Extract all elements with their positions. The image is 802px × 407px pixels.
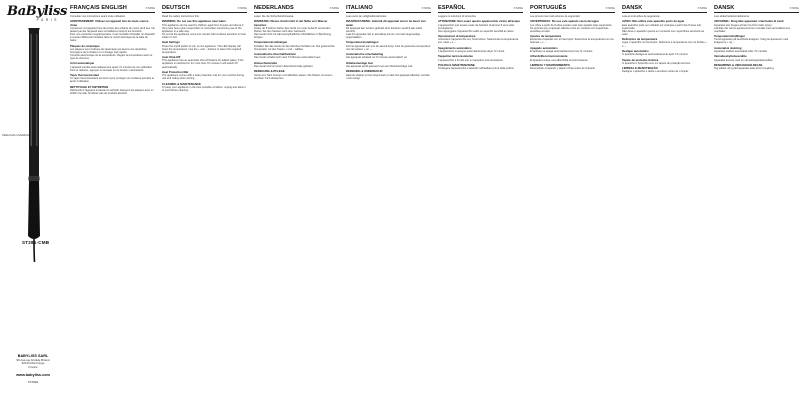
company-website[interactable]: www.babyliss.com bbox=[16, 372, 50, 377]
column-header bbox=[438, 5, 523, 13]
section-paragraph: The appliance comes with a heat protection mat for your comfort during use and safety when storing. bbox=[162, 74, 244, 81]
section-heading: Spegnimento automatico bbox=[438, 45, 472, 50]
column-title: ITALIANO bbox=[346, 5, 373, 11]
section-heading: REINIGUNG & PFLEGE bbox=[254, 69, 285, 74]
section-heading: Varmebeskyttelsesmåtte bbox=[714, 54, 747, 59]
column-code: ST281E bbox=[421, 7, 431, 11]
language-columns bbox=[66, 0, 802, 407]
instruction-section bbox=[70, 86, 155, 95]
instruction-section bbox=[714, 47, 799, 53]
instruction-section bbox=[254, 20, 339, 39]
instruction-section bbox=[622, 50, 707, 56]
section-paragraph: Ligue o aparelho no interruptor. Selecione a temperatura com os botões + e −. bbox=[622, 41, 707, 48]
section-paragraph: Não deixe o aparelho quente em contacto com superfícies sensíveis ao calor. bbox=[622, 29, 705, 36]
instruction-section bbox=[162, 20, 247, 39]
section-heading: ADVARSEL: Brug ikke apparatet i nærheden af vand bbox=[714, 19, 784, 24]
section-heading: Heat Protection Mat bbox=[162, 69, 189, 74]
instruction-section bbox=[714, 20, 799, 32]
instruction-section bbox=[438, 55, 523, 61]
section-paragraph: Tænd apparatet på tænd/sluk-knappen. Vælg temperaturen med knapperne + og −. bbox=[714, 38, 789, 45]
address-line: France bbox=[28, 365, 38, 370]
instruction-section bbox=[622, 38, 707, 47]
instruction-section bbox=[162, 56, 247, 68]
column-intro: Lea primero las instrucciones de seguridad. bbox=[530, 15, 581, 18]
column-code: ST281E bbox=[605, 7, 615, 11]
column-intro: Leggere le istruzioni di sicurezza. bbox=[438, 15, 477, 18]
instruction-section bbox=[162, 41, 247, 53]
column-title: PORTUGUÊS bbox=[530, 5, 567, 11]
instruction-section bbox=[622, 59, 707, 65]
language-column bbox=[342, 0, 434, 407]
section-paragraph: L'appareil s'arrête automatiquement après 72 minutes de non utilisation. Pour le rallumer, appuyez à nouveau sur le bouton marche/arrêt. bbox=[70, 65, 153, 72]
column-header bbox=[70, 5, 155, 13]
section-heading: NETTOYAGE ET ENTRETIEN bbox=[70, 84, 109, 89]
instruction-section bbox=[438, 64, 523, 70]
section-paragraph: Apparatet leveres med en varmebeskyttelsesmåtte. bbox=[714, 58, 774, 62]
column-intro: Leia as instruções de segurança. bbox=[622, 15, 661, 18]
model-number: ST281-CMB bbox=[22, 240, 50, 245]
section-heading: Temperatuurinstellingen bbox=[346, 40, 379, 45]
section-paragraph: Los niños a partir de 8 años pueden usar este aparato bajo supervisión. bbox=[530, 23, 613, 27]
section-paragraph: Encienda el aparato con el interruptor. Seleccione la temperatura con los botones + y −. bbox=[530, 38, 614, 45]
language-column bbox=[250, 0, 342, 407]
section-heading: Auto Shut-Off bbox=[162, 55, 181, 60]
column-code: ST281E bbox=[789, 7, 799, 11]
instruction-section bbox=[346, 20, 431, 39]
section-heading: Automatische Abschaltfunktion bbox=[254, 52, 297, 57]
section-paragraph: Zet het apparaat aan met de aan/uit-knop. Kies de gewenste temperatuur met de toetsen + en −. bbox=[346, 44, 431, 51]
section-heading: Hitzeschutzmatte bbox=[254, 60, 278, 65]
section-paragraph: Tag stikket ud og lad apparatet køle af før rengøring. bbox=[714, 67, 775, 71]
language-column bbox=[66, 0, 158, 407]
column-intro: Consultez ces instructions avant toute utilisation bbox=[70, 15, 126, 18]
section-paragraph: This appliance has an automatic shut-off feature for added safety. If the appliance is switched on for more than 72 minutes it will switch off automatically. bbox=[162, 59, 244, 69]
section-paragraph: Desligue o aparelho e deixe-o arrefecer antes de o limpar. bbox=[622, 70, 689, 74]
section-heading: WAARSCHUWING: Gebruik dit apparaat niet in de buurt van water bbox=[346, 19, 426, 27]
language-column bbox=[434, 0, 526, 407]
hair-straightener-image bbox=[15, 26, 55, 338]
language-column bbox=[526, 0, 618, 407]
column-body bbox=[70, 20, 155, 95]
instruction-section bbox=[346, 62, 431, 68]
column-header bbox=[254, 5, 339, 13]
cover-panel bbox=[0, 0, 66, 407]
section-heading: Desligar automático bbox=[622, 48, 649, 53]
section-heading: RENGØRING & VEDLIGEHOLDELSE bbox=[714, 63, 763, 68]
section-heading: Tapis thermorésistant bbox=[70, 73, 100, 78]
section-paragraph: L'apparecchio è fornito con un tappetino termoresistente. bbox=[438, 58, 504, 62]
section-heading: Impostazioni di temperatura bbox=[438, 34, 476, 39]
column-header bbox=[714, 5, 799, 13]
language-column bbox=[710, 0, 802, 407]
column-title: DANSK bbox=[714, 5, 735, 11]
instruction-section bbox=[70, 20, 155, 42]
section-paragraph: Dit apparaat kan worden gebruikt door kinderen vanaf 8 jaar onder toezicht. bbox=[346, 26, 423, 33]
section-heading: Definições de temperatura bbox=[622, 37, 658, 42]
section-paragraph: El aparato incluye una alfombrilla termorresistente. bbox=[530, 58, 589, 62]
column-code: ST281E bbox=[697, 7, 707, 11]
section-heading: Arrêt automatique bbox=[70, 61, 95, 66]
section-paragraph: Haal de stekker uit het stopcontact en laat het apparaat afkoelen voordat u het reinigt. bbox=[346, 73, 430, 80]
instruction-section bbox=[530, 55, 615, 61]
section-heading: Temperaturindstillinger bbox=[714, 34, 746, 39]
section-paragraph: Het apparaat schakelt na 72 minuten automatisch uit. bbox=[346, 56, 408, 60]
instruction-section bbox=[714, 64, 799, 70]
section-paragraph: Scollegare l'apparecchio e lasciarlo raffreddare prima della pulizia. bbox=[438, 67, 515, 71]
section-heading: AVERTISSEMENT: Utilisez cet appareil loin de toute source d'eau bbox=[70, 19, 149, 27]
column-body bbox=[254, 20, 339, 79]
section-paragraph: Das Gerät wird mit einer Hitzeschutzmatte geliefert. bbox=[254, 64, 314, 68]
section-paragraph: Débranchez l'appareil et laissez-le refroidir. Essuyez les plaques avec un chiffon humide. N'utilisez pas de produits abrasifs. bbox=[70, 89, 154, 96]
company-contact bbox=[2, 355, 64, 384]
column-header bbox=[622, 5, 707, 13]
section-paragraph: El aparato se apaga automáticamente tras 72 minutos. bbox=[530, 50, 594, 54]
column-title: DEUTSCH bbox=[162, 5, 190, 11]
section-heading: LIMPEZA E MANUTENÇÃO bbox=[622, 66, 658, 71]
section-paragraph: Das Gerät nicht mit wärmeempfindlichen Oberflächen in Berührung bringen. bbox=[254, 32, 332, 40]
column-body bbox=[530, 20, 615, 70]
section-paragraph: Non appoggiare l'apparecchio caldo su superfici sensibili al calore. bbox=[438, 29, 515, 33]
instruction-section bbox=[346, 53, 431, 59]
section-heading: Hittebestendige mat bbox=[346, 60, 373, 65]
document-code: ST281E bbox=[27, 379, 39, 384]
column-header bbox=[530, 5, 615, 13]
instruction-section bbox=[438, 35, 523, 44]
column-header bbox=[162, 5, 247, 13]
section-heading: Tappetino termoresistente bbox=[438, 54, 473, 59]
column-body bbox=[346, 20, 431, 79]
column-title: DANSK bbox=[622, 5, 643, 11]
instruction-section bbox=[70, 62, 155, 71]
section-heading: Apagado automático bbox=[530, 45, 558, 50]
instruction-section bbox=[438, 47, 523, 53]
section-paragraph: O aparelho desliga-se automaticamente após 72 minutos. bbox=[622, 53, 689, 57]
instruction-section bbox=[438, 20, 523, 32]
brand-logo bbox=[7, 4, 68, 22]
section-paragraph: Das Gerät schaltet sich nach 72 Minuten automatisch aus. bbox=[254, 56, 322, 60]
column-intro: Læs sikkerhedsinstruktionerne. bbox=[714, 15, 750, 18]
product-caption: Tablet'rs/Ion Multi/Ultra bbox=[2, 133, 32, 137]
section-heading: ADVERTENCIA: No use este aparato cerca del agua bbox=[530, 19, 599, 24]
address-line: 92120 Montrouge bbox=[21, 361, 45, 366]
section-heading: Plaques de céramique bbox=[70, 43, 100, 48]
column-intro: Read the safety instructions first. bbox=[162, 15, 200, 18]
section-paragraph: Laat het apparaat niet in aanraking komen met warmtegevoelige oppervlakken. bbox=[346, 32, 420, 40]
section-paragraph: Conservez cet appareil hors de portée des enfants de moins de 8 ans. Ne laissez jamais l'appareil sans surveillance lorsqu'il est branché. bbox=[70, 26, 155, 33]
section-heading: WARNING: Do not use this appliance near water bbox=[162, 19, 226, 24]
instruction-section bbox=[162, 71, 247, 80]
instruction-section bbox=[530, 64, 615, 70]
column-intro: Lesen Sie die Sicherheitshinweise. bbox=[254, 15, 295, 18]
section-heading: WARNUNG: Dieses Gerät nicht in der Nähe von Wasser benutzen bbox=[254, 19, 328, 27]
section-heading: Heat Settings bbox=[162, 40, 180, 45]
section-heading: AVISO: Não utilize este aparelho perto da água bbox=[622, 19, 685, 24]
instruction-section bbox=[346, 70, 431, 79]
instruction-section bbox=[254, 70, 339, 79]
instruction-section bbox=[714, 55, 799, 61]
section-paragraph: Gerät vom Netz trennen und abkühlen lassen. Die Platten mit einem feuchten Tuch abwischen. bbox=[254, 73, 333, 80]
section-paragraph: Este aparelho pode ser utilizado por crianças a partir dos 8 anos sob supervisão. bbox=[622, 23, 702, 30]
instruction-section bbox=[254, 53, 339, 59]
column-intro: Lees eerst de veiligheidsinstructies. bbox=[346, 15, 387, 18]
column-code: ST281E bbox=[329, 7, 339, 11]
section-heading: Ajustes de temperatura bbox=[530, 34, 562, 39]
section-paragraph: Un tapis thermorésistant est fourni pour protéger vos surfaces pendant et après l'utilisation. bbox=[70, 77, 155, 84]
instruction-section bbox=[530, 35, 615, 44]
section-paragraph: L'apparecchio si spegne automaticamente dopo 72 minuti. bbox=[438, 50, 505, 54]
section-paragraph: Contrôle électronique de la température. Réglez la température selon le type de cheveux. bbox=[70, 53, 153, 61]
instruction-section bbox=[254, 41, 339, 50]
address-line: 99 Avenue Aristide Briand bbox=[16, 357, 50, 362]
column-title: NEDERLANDS bbox=[254, 5, 294, 11]
section-paragraph: L'apparecchio può essere usato da bambini di almeno 8 anni sotto sorveglianza. bbox=[438, 23, 515, 30]
language-column bbox=[618, 0, 710, 407]
section-paragraph: Apparatet kan bruges af børn fra 8 år under opsyn. bbox=[714, 23, 773, 27]
instruction-section bbox=[530, 47, 615, 53]
section-paragraph: Press the on/off switch to turn on the appliance. The LED display will show the temperature. Use the + and − buttons to select the required temperature. bbox=[162, 44, 242, 54]
section-paragraph: This appliance can be used by children aged from 8 years and above if they have been given supervision or instruction concerning use of the appliance in a safe way. bbox=[162, 23, 244, 33]
column-code: ST281E bbox=[513, 7, 523, 11]
section-paragraph: Les plaques sont revêtues de céramique qui assure une répartition homogène de la chaleur et un lissage plus rapide. bbox=[70, 47, 147, 54]
section-paragraph: Kinder ab 8 Jahren dürfen das Gerät nur unter Aufsicht verwenden. Ziehen Sie den Stecker nach dem Gebrauch. bbox=[254, 26, 332, 33]
section-heading: LIMPIEZA Y MANTENIMIENTO bbox=[530, 63, 570, 68]
column-code: ST281E bbox=[237, 7, 247, 11]
section-paragraph: Lad ikke det varme apparat komme i kontakt med varmefølsomme overflader. bbox=[714, 26, 791, 33]
instruction-section bbox=[622, 67, 707, 73]
section-heading: Temperatureinstellungen bbox=[254, 40, 288, 45]
column-code: ST281E bbox=[145, 7, 155, 11]
section-paragraph: Apparatet slukker automatisk efter 72 minutter. bbox=[714, 50, 768, 54]
section-paragraph: Do not let the appliance come into contact with surfaces sensitive to heat while it is hot. bbox=[162, 32, 246, 39]
section-paragraph: No permita que el aparato caliente entre en contacto con superficies sensibles al calor. bbox=[530, 26, 609, 33]
instruction-section bbox=[70, 45, 155, 61]
instruction-section bbox=[530, 20, 615, 32]
instruction-section bbox=[622, 20, 707, 36]
section-paragraph: Accendere l'apparecchio con l'interruttore. Selezionare la temperatura con i tasti + e −. bbox=[438, 38, 519, 45]
company-name: BABYLISS SARL bbox=[17, 354, 49, 358]
column-body bbox=[714, 20, 799, 70]
section-paragraph: To keep your appliance in the best possible condition, unplug and allow it to cool before cleaning. bbox=[162, 85, 246, 92]
column-body bbox=[162, 20, 247, 92]
section-heading: Alfombrilla termorresistente bbox=[530, 54, 568, 59]
section-heading: Tapete de proteção térmica bbox=[622, 57, 659, 62]
instruction-section bbox=[714, 35, 799, 44]
instruction-section bbox=[346, 41, 431, 50]
section-paragraph: Schalten Sie das Gerät mit dem Ein/Aus-Schalter ein. Die gewünschte Temperatur mit den Tasten + und − wählen. bbox=[254, 44, 335, 51]
section-paragraph: O aparelho é fornecido com um tapete de proteção térmica. bbox=[622, 61, 691, 65]
section-heading: Automatische uitschakeling bbox=[346, 52, 384, 57]
section-paragraph: Pour une protection supplémentaire, il est conseillé d'installer un dispositif à courant différentiel résiduel dans le circuit électrique de la salle de bains. bbox=[70, 32, 155, 43]
instruction-section bbox=[162, 83, 247, 92]
brand-subtitle: PARIS bbox=[36, 18, 59, 22]
section-heading: Automatisk slukning bbox=[714, 45, 742, 50]
column-title: FRANÇAIS ENGLISH bbox=[70, 5, 127, 11]
brand-wordmark: BaByliss bbox=[7, 4, 68, 19]
column-body bbox=[622, 20, 707, 73]
section-paragraph: Het apparaat wordt geleverd met een hittebestendige mat. bbox=[346, 64, 413, 68]
section-heading: PULIZIA E MANUTENZIONE bbox=[438, 63, 475, 68]
section-heading: CLEANING & MAINTENANCE bbox=[162, 81, 201, 86]
section-heading: REINIGING & ONDERHOUD bbox=[346, 69, 383, 74]
language-column bbox=[158, 0, 250, 407]
section-paragraph: Desenchufe el aparato y déjelo enfriar antes de limpiarlo. bbox=[530, 67, 596, 71]
column-body bbox=[438, 20, 523, 70]
instruction-section bbox=[70, 74, 155, 83]
column-title: ESPAÑOL bbox=[438, 5, 466, 11]
instruction-section bbox=[254, 62, 339, 68]
column-header bbox=[346, 5, 431, 13]
section-heading: ATTENZIONE: Non usare questo apparecchio vicino all'acqua bbox=[438, 19, 520, 24]
